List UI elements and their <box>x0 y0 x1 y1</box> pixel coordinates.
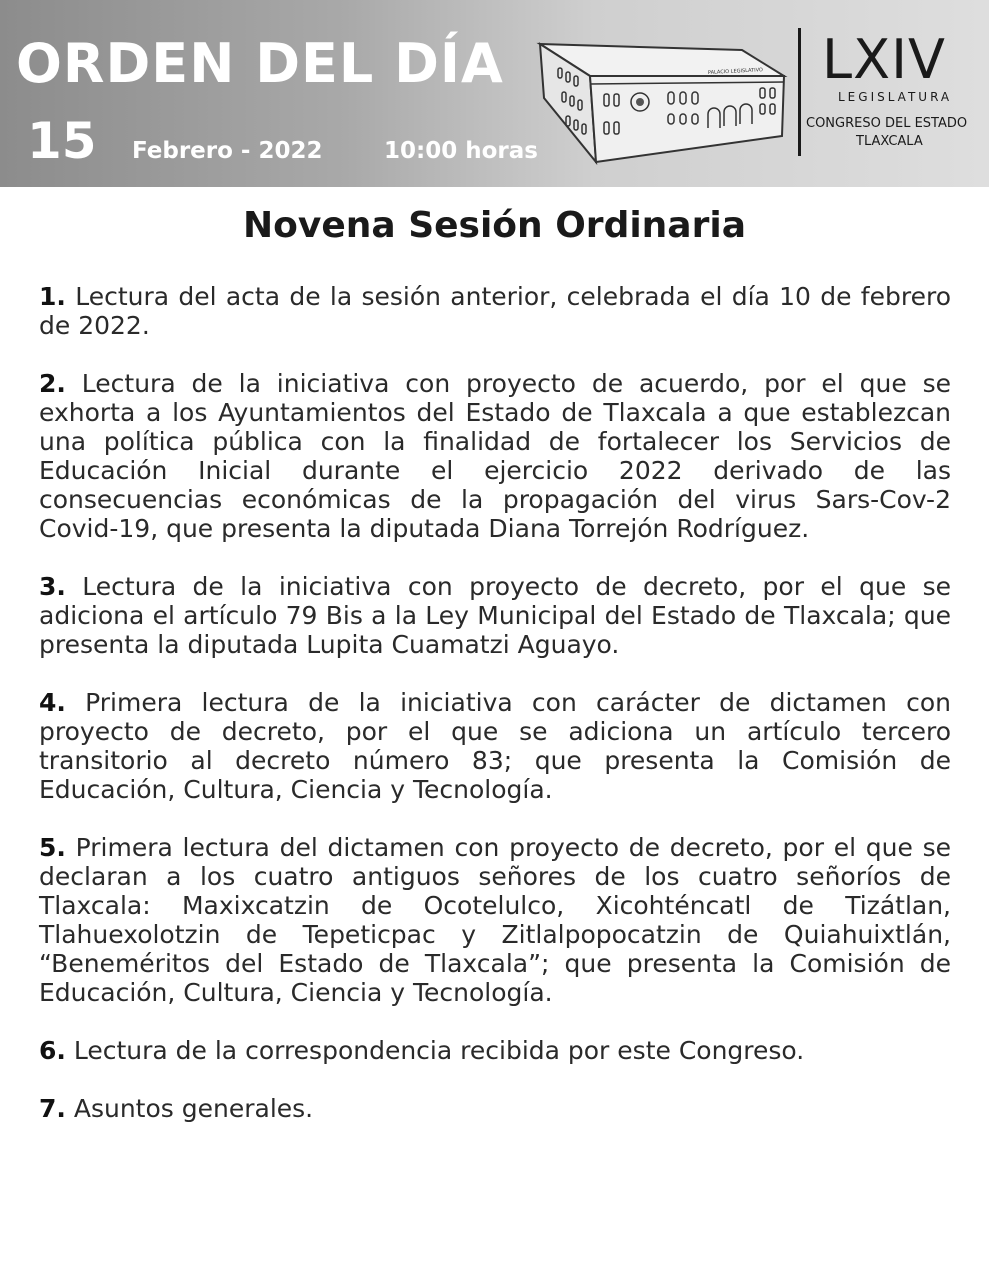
agenda-item-text: Lectura de la iniciativa con proyecto de acuerdo, por el que se exhorta a los Ayuntamientos del Estado de Tlaxcala a que establezcan una política pública con la finalidad de fortalecer los Servicios de Educación Inicial durante el ejercicio 2022 derivado de las consecuencias económicas de la propagación del virus Sars-Cov-2 Covid-19, que presenta la diputada Diana Torrejón Rodríguez. <box>39 369 951 543</box>
session-title: Novena Sesión Ordinaria <box>243 205 746 246</box>
session-time: 10:00 horas <box>384 138 538 164</box>
agenda-item-number: 4. <box>39 688 66 717</box>
date-day: 15 <box>27 112 97 170</box>
legislature-word: LEGISLATURA <box>838 90 953 104</box>
agenda-item-text: Lectura de la iniciativa con proyecto de decreto, por el que se adiciona el artículo 79 Bis a la Ley Municipal del Estado de Tlaxcala; que presenta la diputada Lupita Cuamatzi Aguayo. <box>39 572 951 659</box>
agenda-item-number: 5. <box>39 833 66 862</box>
agenda-item <box>39 282 951 340</box>
agenda-item <box>39 688 951 804</box>
divider <box>798 28 801 156</box>
page-title: ORDEN DEL DÍA <box>16 32 504 95</box>
agenda-item-text: Primera lectura del dictamen con proyecto de decreto, por el que se declaran a los cuatro antiguos señores de los cuatro señoríos de Tlaxcala: Maxixcatzin de Ocotelulco, Xicohténcatl de Tizátlan, Tlahuexolotzin de Tepeticpac y Zitlalpopocatzin de Quiahuixtlán, “Beneméritos del Estado de Tlaxcala”; que presenta la Comisión de Educación, Cultura, Ciencia y Tecnología. <box>39 833 951 1007</box>
header-banner <box>0 0 989 187</box>
building-label: PALACIO LEGISLATIVO <box>707 67 764 76</box>
agenda-item-number: 7. <box>39 1094 66 1123</box>
agenda-list <box>39 282 951 1152</box>
agenda-item-number: 2. <box>39 369 66 398</box>
agenda-item <box>39 572 951 659</box>
agenda-item <box>39 833 951 1007</box>
agenda-item-number: 3. <box>39 572 66 601</box>
agenda-item-text: Lectura de la correspondencia recibida por este Congreso. <box>65 1036 805 1065</box>
date-month-year: Febrero - 2022 <box>132 138 323 164</box>
congress-name: CONGRESO DEL ESTADO <box>806 116 968 131</box>
agenda-item-number: 6. <box>39 1036 66 1065</box>
agenda-item <box>39 369 951 543</box>
agenda-item-text: Asuntos generales. <box>65 1094 314 1123</box>
legislative-palace-icon <box>532 36 792 166</box>
agenda-item-text: Lectura del acta de la sesión anterior, celebrada el día 10 de febrero de 2022. <box>39 282 951 340</box>
agenda-item-number: 1. <box>39 282 66 311</box>
agenda-item <box>39 1094 951 1123</box>
agenda-item-text: Primera lectura de la iniciativa con carácter de dictamen con proyecto de decreto, por el que se adiciona un artículo tercero transitorio al decreto número 83; que presenta la Comisión de Educación, Cultura, Ciencia y Tecnología. <box>39 688 951 804</box>
legislature-numeral: LXIV <box>822 28 946 91</box>
agenda-item <box>39 1036 951 1065</box>
congress-state: TLAXCALA <box>856 134 923 149</box>
